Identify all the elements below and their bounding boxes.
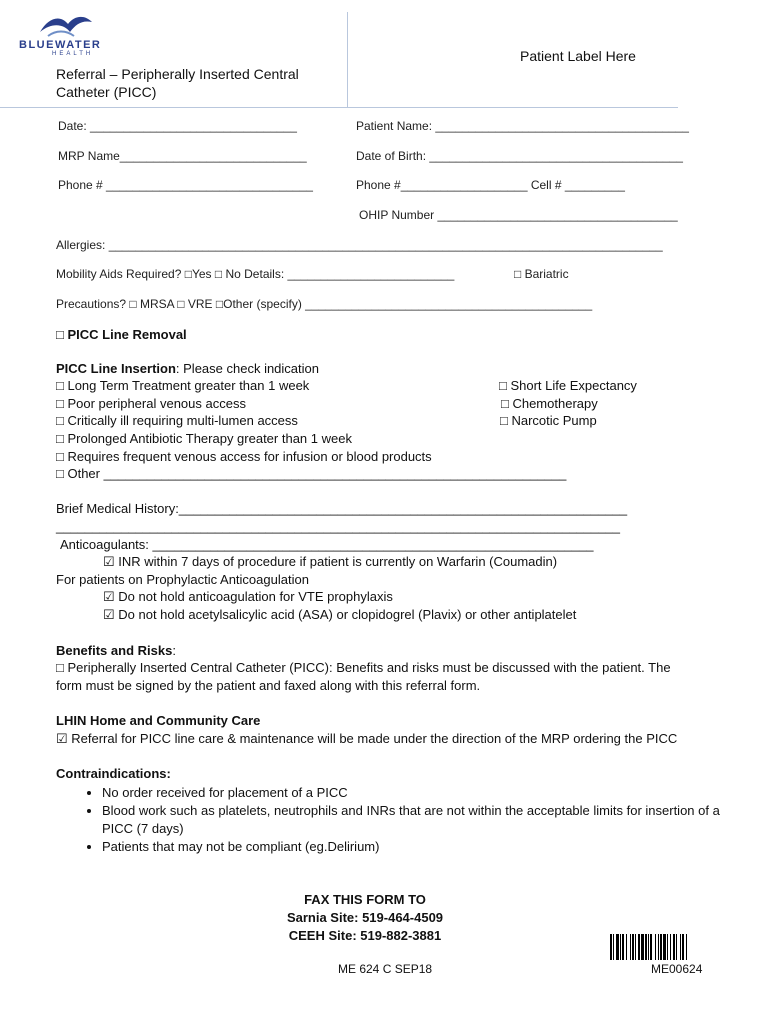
- form-title-line1: Referral – Peripherally Inserted Central: [56, 66, 299, 82]
- insertion-heading: [56, 361, 319, 376]
- logo-sub: HEALTH: [52, 51, 94, 57]
- benefits-heading: Benefits and Risks:: [56, 643, 176, 658]
- asa-checkbox[interactable]: ☑ Do not hold acetylsalicylic acid (ASA) or clopidogrel (Plavix) or other antiplatelet: [103, 607, 577, 622]
- indication-long-term[interactable]: □ Long Term Treatment greater than 1 week: [56, 378, 310, 393]
- logo-name: BLUEWATER: [19, 39, 102, 51]
- brief-history-line2[interactable]: ______________________________________________________________________________: [56, 519, 620, 534]
- anticoagulants-field[interactable]: Anticoagulants: _____________________________________________________________: [60, 537, 594, 552]
- contraindication-item: • Patients that may not be compliant (eg.Delirium): [102, 838, 722, 856]
- precautions-field[interactable]: Precautions? □ MRSA □ VRE □Other (specify) ___________________________________________: [56, 297, 593, 311]
- allergies-field[interactable]: Allergies: ___________________________________________________________________________________: [56, 238, 663, 252]
- contraindications-heading: Contraindications:: [56, 766, 171, 781]
- benefits-line2: form must be signed by the patient and faxed along with this referral form.: [56, 678, 481, 693]
- bariatric-checkbox[interactable]: □ Bariatric: [514, 267, 569, 281]
- indication-antibiotic[interactable]: □ Prolonged Antibiotic Therapy greater than 1 week: [56, 431, 352, 446]
- fax-sarnia: Sarnia Site: 519-464-4509: [286, 910, 444, 925]
- indication-other[interactable]: □ Other ________________________________________________________________: [56, 466, 567, 481]
- insertion-heading-bold: PICC Line Insertion: [56, 361, 176, 376]
- inr-checkbox[interactable]: ☑ INR within 7 days of procedure if patient is currently on Warfarin (Coumadin): [103, 554, 558, 569]
- benefits-checkbox[interactable]: □ Peripherally Inserted Central Catheter (PICC): Benefits and risks must be discussed with the patient. The: [56, 660, 671, 675]
- prophylactic-label: For patients on Prophylactic Anticoagulation: [56, 572, 309, 587]
- insertion-heading-rest: : Please check indication: [175, 361, 319, 376]
- contraindication-item: • Blood work such as platelets, neutrophils and INRs that are not within the acceptable limits for insertion of a PICC (7 days): [102, 802, 722, 838]
- fax-heading: FAX THIS FORM TO: [304, 892, 426, 907]
- benefits-heading-bold: Benefits and Risks: [56, 643, 173, 658]
- form-code: ME 624 C SEP18: [338, 962, 433, 976]
- contraindications-list: [55, 784, 722, 856]
- indication-narcotic-pump[interactable]: □ Narcotic Pump: [500, 413, 597, 428]
- vte-checkbox[interactable]: ☑ Do not hold anticoagulation for VTE prophylaxis: [103, 589, 393, 604]
- dob-field[interactable]: Date of Birth: ______________________________________: [356, 149, 683, 163]
- date-field[interactable]: Date: _______________________________: [58, 119, 297, 133]
- lhin-heading: LHIN Home and Community Care: [56, 713, 261, 728]
- ohip-field[interactable]: OHIP Number ____________________________________: [359, 208, 678, 222]
- barcode-icon: [610, 934, 744, 960]
- indication-frequent-access[interactable]: □ Requires frequent venous access for infusion or blood products: [56, 449, 432, 464]
- phone-cell-field[interactable]: Phone #___________________ Cell # _________: [356, 178, 625, 192]
- mobility-field[interactable]: Mobility Aids Required? □Yes □ No Details: _________________________: [56, 267, 455, 281]
- brief-history-field[interactable]: Brief Medical History:______________________________________________________________: [56, 501, 628, 516]
- indication-short-life[interactable]: □ Short Life Expectancy: [499, 378, 637, 393]
- mrp-name-field[interactable]: MRP Name____________________________: [58, 149, 307, 163]
- lhin-checkbox[interactable]: ☑ Referral for PICC line care & maintenance will be made under the direction of the MRP ordering the PICC: [56, 731, 678, 746]
- form-title-line2: Catheter (PICC): [56, 84, 157, 100]
- bird-logo-icon: [38, 10, 94, 40]
- indication-chemotherapy[interactable]: □ Chemotherapy: [501, 396, 598, 411]
- barcode-text: ME00624: [651, 962, 703, 976]
- header-horizontal-divider: [0, 107, 678, 108]
- header-vertical-divider: [347, 12, 348, 108]
- indication-critically-ill[interactable]: □ Critically ill requiring multi-lumen access: [56, 413, 298, 428]
- patient-label: Patient Label Here: [520, 48, 636, 64]
- patient-name-field[interactable]: Patient Name: ______________________________________: [356, 119, 689, 133]
- fax-ceeh: CEEH Site: 519-882-3881: [288, 928, 442, 943]
- contraindication-item: • No order received for placement of a PICC: [102, 784, 722, 802]
- picc-removal-checkbox[interactable]: □ PICC Line Removal: [56, 327, 187, 342]
- indication-poor-venous[interactable]: □ Poor peripheral venous access: [56, 396, 246, 411]
- phone-field[interactable]: Phone # _______________________________: [58, 178, 313, 192]
